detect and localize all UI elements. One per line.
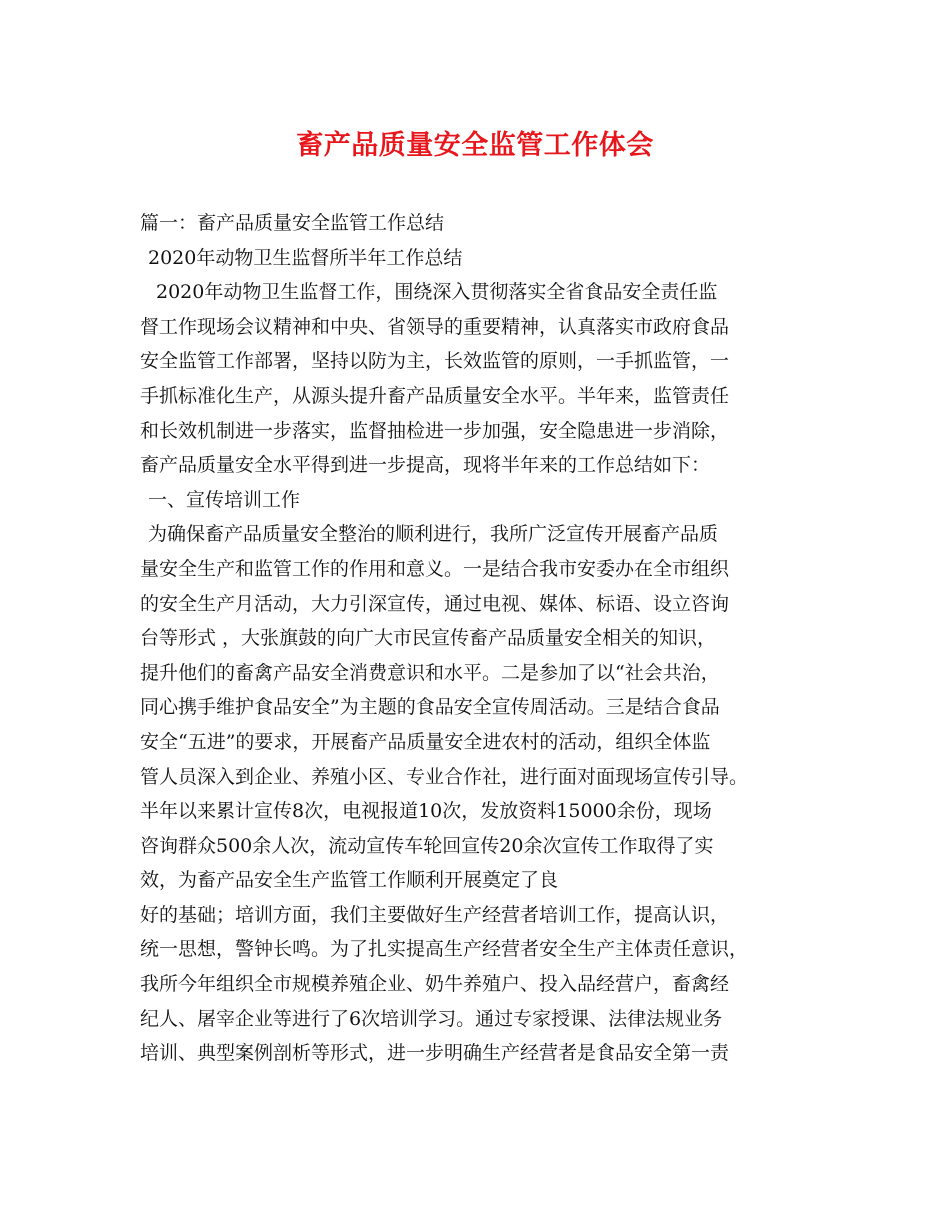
body-line: 2020年动物卫生监督所半年工作总结: [148, 246, 463, 269]
body-line: 同心携手维护食品安全”为主题的食品安全宣传周活动。三是结合食品: [140, 696, 720, 719]
body-line: 效，为畜产品安全生产监管工作顺利开展奠定了良: [140, 869, 559, 892]
document-body: [140, 206, 820, 1071]
body-line: 篇一：畜产品质量安全监管工作总结: [140, 212, 445, 234]
body-line: 督工作现场会议精神和中央、省领导的重要精神，认真落实市政府食品: [140, 315, 730, 338]
body-line: 纪人、屠宰企业等进行了6次培训学习。通过专家授课、法律法规业务: [140, 1007, 723, 1030]
body-line: 的安全生产月活动，大力引深宣传，通过电视、媒体、标语、设立咨询: [140, 592, 730, 615]
body-line: 台等形式 ，大张旗鼓的向广大市民宣传畜产品质量安全相关的知识，: [140, 627, 717, 650]
body-line: 半年以来累计宣传8次，电视报道10次，发放资料15000余份，现场: [140, 800, 712, 823]
body-line: 和长效机制进一步落实，监督抽检进一步加强，安全隐患进一步消除，: [140, 419, 730, 442]
body-line: 我所今年组织全市规模养殖企业、奶牛养殖户、投入品经营户，畜禽经: [140, 973, 730, 996]
body-line: 管人员深入到企业、养殖小区、专业合作社，进行面对面现场宣传引导。: [140, 765, 749, 788]
body-line: 安全监管工作部署，坚持以防为主，长效监管的原则，一手抓监管，一: [140, 350, 730, 373]
body-line: 咨询群众500余人次，流动宣传车轮回宣传20余次宣传工作取得了实: [140, 834, 714, 857]
body-line: 畜产品质量安全水平得到进一步提高，现将半年来的工作总结如下：: [140, 454, 711, 477]
body-line: 好的基础；培训方面，我们主要做好生产经营者培训工作，提高认识，: [140, 903, 730, 926]
body-line: 提升他们的畜禽产品安全消费意识和水平。二是参加了以“社会共治，: [140, 661, 720, 684]
body-line: 培训、典型案例剖析等形式，进一步明确生产经营者是食品安全第一责: [140, 1042, 730, 1065]
document-title: 畜产品质量安全监管工作体会: [296, 130, 654, 161]
body-line: 统一思想，警钟长鸣。为了扎实提高生产经营者安全生产主体责任意识，: [140, 938, 749, 961]
body-line: 2020年动物卫生监督工作，围绕深入贯彻落实全省食品安全责任监: [156, 281, 718, 304]
body-line: 安全“五进”的要求，开展畜产品质量安全进农村的活动，组织全体监: [140, 730, 711, 753]
body-line: 手抓标准化生产，从源头提升畜产品质量安全水平。半年来，监管责任: [140, 384, 730, 407]
body-line: 量安全生产和监管工作的作用和意义。一是结合我市安委办在全市组织: [140, 557, 730, 580]
body-line: 一、宣传培训工作: [148, 488, 301, 511]
body-line: 为确保畜产品质量安全整治的顺利进行，我所广泛宣传开展畜产品质: [148, 523, 719, 546]
